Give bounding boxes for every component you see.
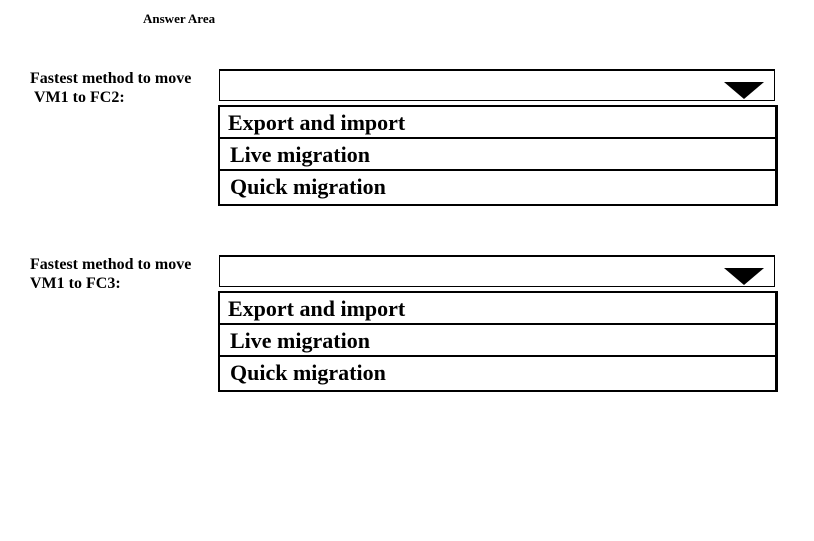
chevron-down-icon[interactable] bbox=[724, 82, 764, 99]
option-export-and-import[interactable]: Export and import bbox=[220, 107, 775, 139]
question-1-dropdown[interactable] bbox=[219, 69, 775, 101]
question-2-label-line1: Fastest method to move bbox=[30, 256, 192, 273]
question-2-dropdown[interactable] bbox=[219, 255, 775, 287]
question-1-label-line2: VM1 to FC2: bbox=[34, 89, 125, 106]
answer-area-title: Answer Area bbox=[143, 11, 216, 26]
option-quick-migration[interactable]: Quick migration bbox=[230, 360, 386, 385]
chevron-down-icon[interactable] bbox=[724, 268, 764, 285]
option-live-migration[interactable]: Live migration bbox=[220, 139, 775, 171]
option-live-migration[interactable]: Live migration bbox=[220, 325, 775, 357]
option-quick-migration[interactable]: Quick migration bbox=[230, 174, 386, 199]
question-1-label bbox=[30, 69, 215, 107]
question-1-label-line1: Fastest method to move bbox=[30, 70, 192, 87]
question-2-options-list bbox=[218, 291, 778, 392]
question-2-label-line2: VM1 to FC3: bbox=[30, 275, 121, 292]
question-2-label bbox=[30, 255, 215, 293]
question-1-options-list bbox=[218, 105, 778, 206]
option-export-and-import[interactable]: Export and import bbox=[220, 293, 775, 325]
